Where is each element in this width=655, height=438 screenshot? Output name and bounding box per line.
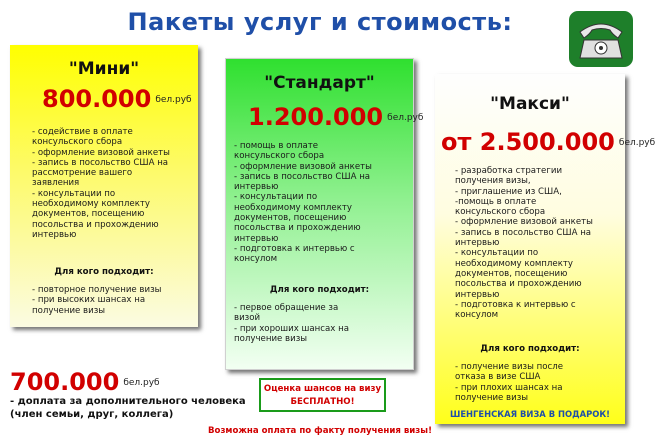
list-item: посольства и прохождению — [32, 219, 159, 230]
list-item: - содействие в оплате — [32, 127, 133, 137]
list-item: получение визы — [455, 392, 529, 403]
list-item: - запись в посольство США на — [455, 227, 592, 238]
who-list — [234, 303, 349, 344]
list-item: документов, посещению — [32, 209, 145, 220]
extra-price — [10, 368, 160, 396]
list-item: - подготовка к интервью с — [234, 243, 355, 254]
free-box-line: БЕСПЛАТНО! — [290, 397, 355, 407]
price-currency: бел.руб — [123, 378, 160, 388]
list-item: интервью — [234, 182, 279, 193]
list-item: получения визы, — [455, 176, 531, 187]
package-price — [248, 103, 423, 131]
list-item: - запись в посольство США на — [234, 171, 371, 182]
package-card-standard — [225, 58, 424, 370]
who-label: Для кого подходит: — [54, 267, 154, 277]
price-currency: бел.руб — [387, 113, 424, 123]
bottom-note: Возможна оплата по факту получения визы! — [207, 426, 432, 436]
price-value: от 2.500.000 — [441, 128, 615, 156]
list-item: - при хороших шансах на — [234, 323, 349, 334]
package-name: "Мини" — [68, 59, 140, 79]
list-item: - подготовка к интервью с — [455, 299, 576, 310]
list-item: - консультации по — [32, 188, 116, 199]
page-title: Пакеты услуг и стоимость: — [127, 8, 513, 36]
free-assessment-box — [259, 378, 386, 412]
list-item: получение визы — [32, 305, 106, 316]
list-item: - помощь в оплате — [234, 141, 319, 151]
list-item: рассмотрение вашего — [32, 168, 133, 179]
list-item: необходимому комплекту — [32, 199, 150, 210]
list-item: - первое обращение за — [234, 303, 339, 313]
package-name: "Стандарт" — [264, 73, 375, 93]
extra-line: (член семьи, друг, коллега) — [10, 408, 174, 420]
package-card-mini — [10, 45, 198, 327]
list-item: необходимому комплекту — [234, 202, 352, 213]
list-item: документов, посещению — [234, 213, 347, 224]
feature-list — [234, 141, 372, 265]
list-item: посольства и прохождению — [455, 279, 582, 290]
list-item: - оформление визовой анкеты — [32, 147, 170, 158]
list-item: визой — [234, 313, 261, 324]
price-currency: бел.руб — [155, 95, 192, 105]
list-item: документов, посещению — [455, 268, 568, 279]
price-currency: бел.руб — [618, 138, 655, 148]
who-list — [455, 362, 563, 403]
list-item: - консультации по — [234, 192, 318, 203]
list-item: - при плохих шансах на — [455, 382, 563, 393]
list-item: получение визы — [234, 333, 308, 344]
price-value: 1.200.000 — [248, 103, 384, 131]
who-label: Для кого подходит: — [480, 344, 580, 354]
list-item: отказа в визе США — [455, 372, 541, 383]
list-item: интервью — [32, 229, 77, 240]
list-item: - разработка стратегии — [455, 166, 563, 176]
extra-line: - доплата за дополнительного человека — [10, 396, 246, 407]
list-item: - при высоких шансах на — [32, 295, 146, 306]
package-price — [42, 85, 192, 113]
package-price — [441, 128, 655, 156]
list-item: - приглашение из США, — [455, 186, 562, 197]
list-item: консулом — [455, 310, 499, 321]
package-name: "Макси" — [490, 94, 570, 114]
telephone-icon — [566, 8, 636, 70]
list-item: - консультации по — [455, 248, 539, 259]
list-item: -помощь в оплате — [455, 196, 537, 207]
list-item: заявления — [32, 178, 80, 189]
list-item: интервью — [455, 238, 500, 249]
list-item: - получение визы после — [455, 362, 563, 372]
package-card-maxi — [435, 74, 655, 424]
list-item: посольства и прохождению — [234, 223, 361, 234]
list-item: - оформление визовой анкеты — [234, 161, 372, 172]
feature-list — [455, 166, 593, 320]
who-label: Для кого подходит: — [269, 285, 370, 295]
price-value: 800.000 — [42, 85, 152, 113]
extra-description — [10, 396, 246, 421]
list-item: необходимому комплекту — [455, 258, 573, 269]
price-value: 700.000 — [10, 368, 120, 396]
list-item: - оформление визовой анкеты — [455, 217, 593, 228]
list-item: - запись в посольство США на — [32, 157, 169, 168]
list-item: консульского сбора — [32, 137, 123, 148]
feature-list — [32, 127, 170, 240]
list-item: интервью — [455, 289, 500, 300]
who-list — [32, 285, 161, 316]
list-item: - повторное получение визы — [32, 285, 162, 295]
gift-note: ШЕНГЕНСКАЯ ВИЗА В ПОДАРОК! — [449, 409, 610, 419]
free-box-line: Оценка шансов на визу — [263, 384, 382, 394]
list-item: консульского сбора — [234, 151, 325, 162]
list-item: интервью — [234, 233, 279, 244]
list-item: консулом — [234, 254, 278, 265]
list-item: консульского сбора — [455, 207, 546, 218]
